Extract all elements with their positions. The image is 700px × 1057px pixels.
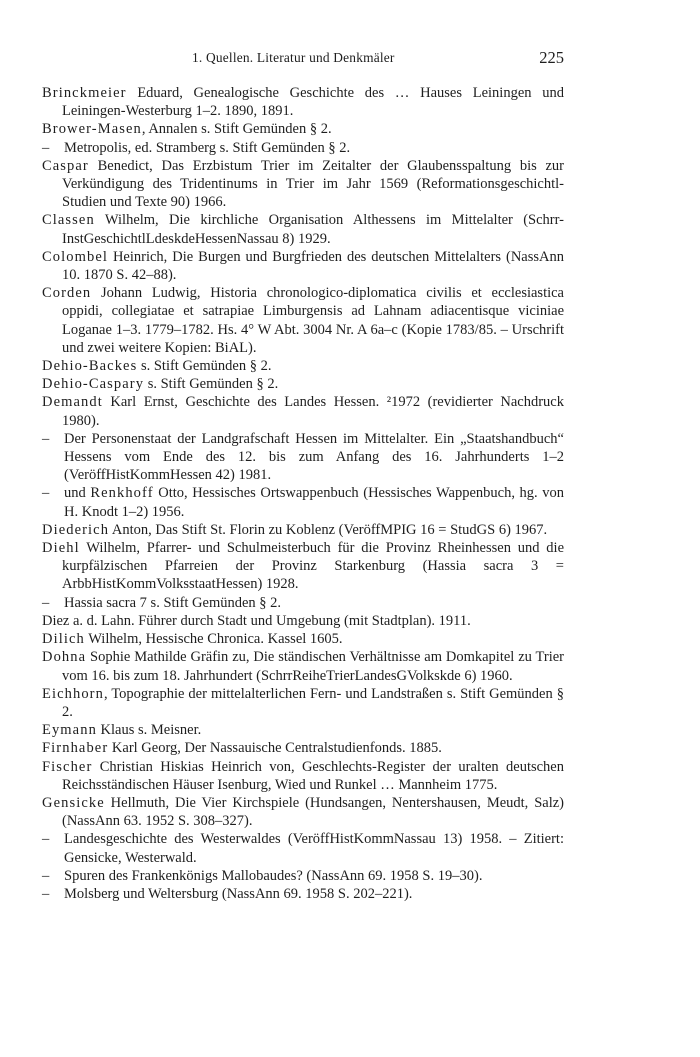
entry-author: Dilich	[42, 631, 85, 648]
entry-author: Caspar	[42, 157, 89, 174]
entry-text: Metropolis, ed. Stramberg s. Stift Gemünden § 2.	[64, 139, 351, 156]
bibliography-entry	[42, 284, 564, 357]
bibliography-entry	[42, 120, 564, 138]
bibliography-entry	[42, 393, 564, 429]
entry-coauthor: Renkhoff	[90, 485, 154, 502]
bibliography-entry	[42, 648, 564, 684]
bibliography-entry	[42, 157, 564, 212]
entry-text: Karl Ernst, Geschichte des Landes Hessen. ²1972 (revidierter Nachdruck 1980).	[62, 394, 564, 429]
entry-text: Hellmuth, Die Vier Kirchspiele (Hundsangen, Nentershausen, Meudt, Salz) (NassAnn 63. 1952 S. 308–327).	[62, 794, 564, 830]
entry-text: Hassia sacra 7 s. Stift Gemünden § 2.	[64, 594, 282, 611]
entry-author: Colombel	[42, 248, 108, 265]
repeat-author-dash: –	[42, 485, 50, 502]
running-header	[42, 48, 564, 70]
entry-author: Corden	[42, 285, 92, 302]
bibliography-entry	[42, 248, 564, 284]
entry-text: Johann Ludwig, Historia chronologico-diplomatica civilis et ecclesiastica oppidi, collegiatae et satrapiae Limburgensis ad Lahnam adiacentisque viciniae Loganae 1–3. 1779–1782. Hs. 4° W Abt. 3004 Nr. A 6a–c (Kopie 1783/85. – Urschrift und zwei weitere Kopien: BiAL).	[62, 285, 564, 356]
bibliography-entry	[42, 357, 564, 375]
entry-text: Wilhelm, Hessische Chronica. Kassel 1605.	[84, 631, 343, 648]
entry-text: Molsberg und Weltersburg (NassAnn 69. 1958 S. 202–221).	[64, 885, 413, 902]
bibliography-entry	[42, 430, 564, 485]
entry-author: Demandt	[42, 394, 103, 411]
repeat-author-dash: –	[42, 831, 50, 848]
repeat-author-dash: –	[42, 867, 50, 884]
entry-author: Fischer	[42, 758, 93, 775]
entry-author: Firnhaber	[42, 740, 109, 757]
entry-author: Diederich	[42, 521, 110, 538]
entry-author: Brower-Masen	[42, 121, 142, 138]
bibliography-entry	[42, 594, 564, 612]
entry-text: und	[64, 485, 91, 502]
entry-text: , Topographie der mittelalterlichen Fern- und Landstraßen s. Stift Gemünden § 2.	[62, 685, 564, 720]
bibliography-entry	[42, 758, 564, 794]
bibliography-entry	[42, 84, 564, 120]
chapter-title: 1. Quellen. Literatur und Denkmäler	[192, 50, 395, 65]
bibliography-entry	[42, 139, 564, 157]
entry-text: , Annalen s. Stift Gemünden § 2.	[141, 121, 332, 138]
entry-text: Spuren des Frankenkönigs Mallobaudes? (NassAnn 69. 1958 S. 19–30).	[64, 867, 483, 884]
entry-author: Dehio-Backes	[42, 358, 138, 375]
bibliography-entry	[42, 885, 564, 903]
document-page	[42, 48, 564, 903]
bibliography-entry	[42, 521, 564, 539]
entry-text: Benedict, Das Erzbistum Trier im Zeitalter der Glaubensspaltung bis zur Verkündigung des Tridentinums in Trier im Jahr 1569 (Reformationsgeschichtl-Studien und Texte 90) 1966.	[62, 157, 564, 211]
entry-author: Eymann	[42, 722, 97, 739]
entry-text: Anton, Das Stift St. Florin zu Koblenz (VeröffMPIG 16 = StudGS 6) 1967.	[109, 521, 548, 538]
entry-text: Heinrich, Die Burgen und Burgfrieden des deutschen Mittelalters (NassAnn 10. 1870 S. 42–88).	[62, 248, 564, 284]
bibliography-entry	[42, 630, 564, 648]
bibliography-entry	[42, 739, 564, 757]
entry-text: Karl Georg, Der Nassauische Centralstudienfonds. 1885.	[108, 740, 442, 757]
entry-text: Sophie Mathilde Gräfin zu, Die ständischen Verhältnisse am Domkapitel zu Trier vom 16. bis zum 18. Jahrhundert (SchrrReiheTrierLandesGVolkskde 6) 1960.	[62, 649, 564, 684]
repeat-author-dash: –	[42, 139, 50, 156]
bibliography-entry	[42, 539, 564, 594]
entry-text: s. Stift Gemünden § 2.	[137, 358, 272, 375]
bibliography-entry	[42, 685, 564, 721]
repeat-author-dash: –	[42, 594, 50, 611]
entry-text: Wilhelm, Pfarrer- und Schulmeisterbuch für die Provinz Rheinhessen und die kurpfälzischen Pfarreien der Provinz Starkenburg (Hassia sacra 3 = ArbbHistKommVolksstaatHessen) 1928.	[62, 540, 564, 593]
entry-author: Dohna	[42, 649, 87, 666]
entry-author: Gensicke	[42, 794, 105, 811]
bibliography-entry	[42, 721, 564, 739]
entry-author: Dehio-Caspary	[42, 376, 145, 393]
bibliography-entry	[42, 612, 564, 630]
entry-author: Diehl	[42, 540, 80, 557]
entry-text: Diez a. d. Lahn. Führer durch Stadt und Umgebung (mit Stadtplan). 1911.	[42, 612, 471, 629]
bibliography-entry	[42, 794, 564, 830]
repeat-author-dash: –	[42, 430, 50, 447]
entry-text: Klaus s. Meisner.	[96, 722, 202, 739]
bibliography-entry	[42, 211, 564, 247]
entry-author: Eichhorn	[42, 685, 104, 702]
bibliography-entry	[42, 484, 564, 520]
bibliography-entry	[42, 830, 564, 866]
bibliography-list	[42, 84, 564, 903]
entry-text: Eduard, Genealogische Geschichte des … Hauses Leiningen und Leiningen-Westerburg 1–2. 1890, 1891.	[62, 85, 564, 120]
entry-text: Christian Hiskias Heinrich von, Geschlechts-Register der uralten deutschen Reichsständischen Häuser Isenburg, Wied und Runkel … Mannheim 1775.	[62, 758, 564, 793]
entry-text: s. Stift Gemünden § 2.	[144, 376, 279, 393]
entry-author: Brinckmeier	[42, 85, 127, 101]
page-number: 225	[539, 48, 564, 67]
entry-text: Landesgeschichte des Westerwaldes (VeröffHistKommNassau 13) 1958. – Zitiert: Gensicke, Westerwald.	[64, 831, 564, 866]
bibliography-entry	[42, 867, 564, 885]
entry-text: Der Personenstaat der Landgrafschaft Hessen im Mittelalter. Ein „Staatshandbuch“ Hessens vom Ende des 12. bis zum Anfang des 16. Jahrhunderts 1–2 (VeröffHistKommHessen 42) 1981.	[64, 430, 564, 484]
bibliography-entry	[42, 375, 564, 393]
entry-author: Classen	[42, 212, 95, 229]
repeat-author-dash: –	[42, 885, 50, 902]
entry-text: Wilhelm, Die kirchliche Organisation Althessens im Mittelalter (Schrr-InstGeschichtlLdeskdeHessenNassau 8) 1929.	[62, 212, 564, 247]
entry-text-continued: Otto, Hessisches Ortswappenbuch (Hessisches Wappenbuch, hg. von H. Knodt 1–2) 1956.	[64, 485, 564, 520]
